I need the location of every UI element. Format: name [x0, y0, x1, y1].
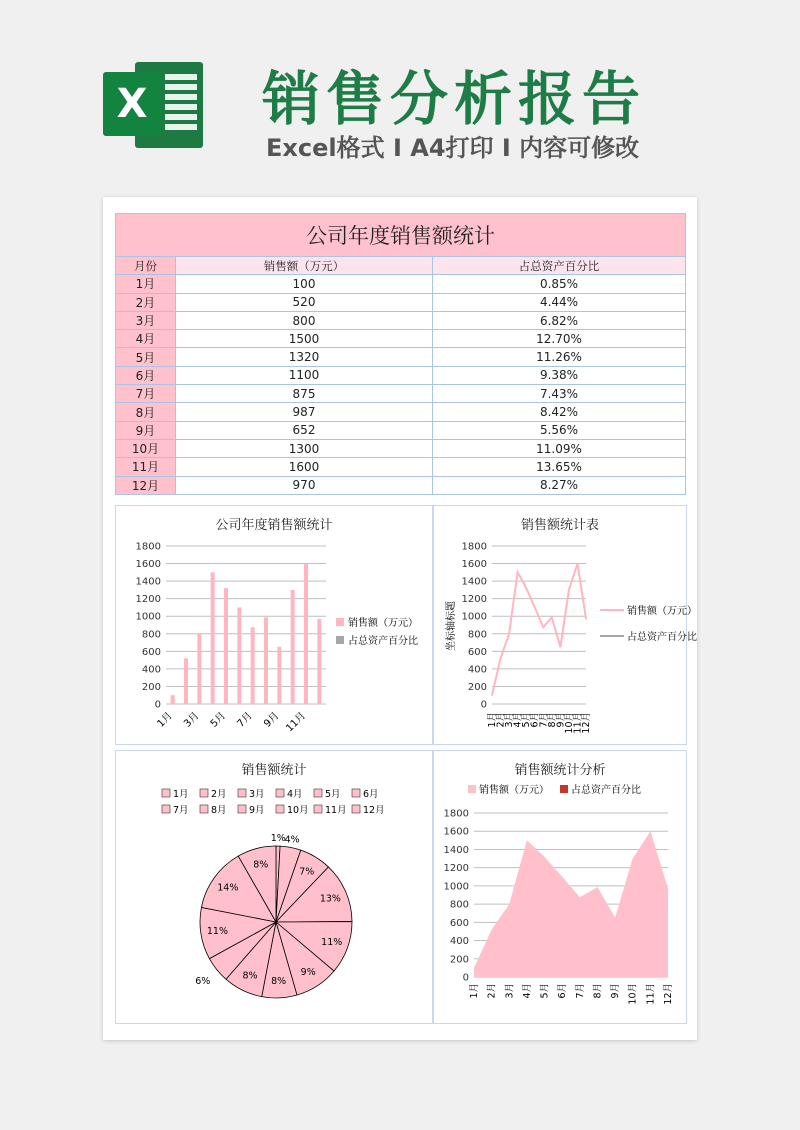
point-7月 [542, 626, 544, 628]
pie-data-label: 8% [242, 970, 258, 982]
x-tick-label: 1月 [469, 983, 480, 999]
legend-swatch [352, 805, 360, 813]
pie-data-label: 8% [271, 976, 287, 988]
table-row [116, 293, 686, 311]
line-chart-title: 销售额统计表 [520, 518, 599, 533]
cell-sales: 1500 [176, 330, 433, 348]
cell-month: 10月 [116, 439, 176, 457]
cell-percent: 0.85% [433, 275, 686, 293]
bar-3月 [197, 634, 201, 704]
cell-sales: 970 [176, 476, 433, 494]
cell-sales: 987 [176, 403, 433, 421]
y-tick-label: 800 [141, 629, 161, 641]
pie-data-label: 6% [195, 975, 211, 987]
table-row [116, 385, 686, 403]
y-tick-label: 1600 [461, 559, 487, 571]
pie-data-label: 11% [321, 937, 343, 949]
x-tick-label: 8月 [546, 712, 558, 728]
excel-logo-letter: X [103, 72, 161, 136]
cell-percent: 5.56% [433, 421, 686, 439]
legend-label: 销售额（万元） [348, 618, 418, 629]
legend-swatch [238, 805, 246, 813]
cell-percent: 9.38% [433, 366, 686, 384]
sales-table [115, 213, 686, 495]
x-tick-label: 11月 [645, 983, 657, 1005]
cell-month: 6月 [116, 366, 176, 384]
bar-6月 [237, 607, 241, 704]
table-row [116, 421, 686, 439]
cell-month: 5月 [116, 348, 176, 366]
x-tick-label: 8月 [592, 983, 604, 999]
y-tick-label: 600 [141, 646, 161, 658]
cell-month: 11月 [116, 458, 176, 476]
legend-label: 10月 [287, 805, 309, 816]
cell-sales: 100 [176, 275, 433, 293]
document-sheet [103, 197, 697, 1040]
cell-month: 12月 [116, 476, 176, 494]
point-1月 [491, 694, 493, 696]
legend-label: 7月 [173, 805, 189, 816]
point-9月 [560, 646, 562, 648]
y-tick-label: 0 [480, 699, 487, 711]
bar-7月 [251, 627, 255, 704]
x-tick-label: 7月 [574, 983, 586, 999]
table-row [116, 275, 686, 293]
x-tick-label: 9月 [610, 983, 622, 999]
legend-swatch [200, 805, 208, 813]
y-tick-label: 0 [462, 972, 469, 984]
table-row [116, 403, 686, 421]
point-12月 [585, 618, 587, 620]
cell-month: 7月 [116, 385, 176, 403]
cell-percent: 12.70% [433, 330, 686, 348]
pie-data-label: 7% [299, 866, 315, 878]
pie-data-label: 9% [300, 966, 316, 978]
cell-month: 3月 [116, 311, 176, 329]
x-tick-label: 4月 [512, 712, 524, 728]
legend-label: 销售额（万元） [479, 785, 549, 796]
x-tick-label: 10月 [627, 983, 639, 1005]
table-row [116, 439, 686, 457]
point-5月 [525, 587, 527, 589]
legend-swatch [352, 789, 360, 797]
point-3月 [508, 633, 510, 635]
legend-label: 9月 [249, 805, 265, 816]
bar-chart-title: 公司年度销售额统计 [215, 518, 333, 533]
bar-11月 [304, 564, 308, 704]
table-row [116, 476, 686, 494]
pie-data-label: 1% [270, 833, 286, 845]
y-tick-label: 1800 [443, 808, 469, 820]
x-tick-label: 5月 [208, 710, 229, 730]
x-tick-label: 6月 [557, 983, 569, 999]
table-row [116, 366, 686, 384]
bar-9月 [277, 647, 281, 704]
y-tick-label: 200 [141, 681, 161, 693]
legend-label: 12月 [363, 805, 385, 816]
y-tick-label: 0 [154, 699, 161, 711]
bar-2月 [184, 658, 188, 704]
cell-percent: 8.27% [433, 476, 686, 494]
y-tick-label: 200 [449, 954, 469, 966]
point-6月 [534, 607, 536, 609]
table-row [116, 348, 686, 366]
cell-percent: 4.44% [433, 293, 686, 311]
cell-percent: 6.82% [433, 311, 686, 329]
cell-percent: 13.65% [433, 458, 686, 476]
page-header [0, 0, 800, 190]
y-tick-label: 1000 [135, 611, 161, 623]
area-chart [434, 751, 686, 1023]
pie-data-label: 11% [206, 926, 228, 938]
legend-swatch [276, 805, 284, 813]
excel-logo-icon [103, 60, 203, 152]
cell-month: 4月 [116, 330, 176, 348]
cell-month: 8月 [116, 403, 176, 421]
x-tick-label: 5月 [521, 712, 533, 728]
point-2月 [500, 658, 502, 660]
pie-chart-panel [115, 750, 433, 1024]
pie-data-label: 13% [319, 893, 341, 905]
x-tick-label: 9月 [555, 712, 567, 728]
point-4月 [517, 572, 519, 574]
legend-label: 6月 [363, 789, 379, 800]
legend-label: 2月 [211, 789, 227, 800]
column-header-percent: 占总资产百分比 [433, 257, 686, 275]
y-tick-label: 1000 [461, 611, 487, 623]
cell-month: 9月 [116, 421, 176, 439]
pie-data-label: 8% [253, 859, 269, 871]
point-10月 [568, 589, 570, 591]
x-tick-label: 12月 [581, 712, 592, 734]
legend-swatch [162, 805, 170, 813]
cell-percent: 11.09% [433, 439, 686, 457]
area-chart-panel [433, 750, 687, 1024]
y-tick-label: 600 [449, 917, 469, 929]
area-chart-title: 销售额统计分析 [514, 763, 606, 778]
legend-swatch [238, 789, 246, 797]
cell-percent: 11.26% [433, 348, 686, 366]
legend-label: 4月 [287, 789, 303, 800]
cell-month: 1月 [116, 275, 176, 293]
bar-8月 [264, 617, 268, 704]
line-chart-panel [433, 505, 697, 745]
y-tick-label: 1000 [443, 881, 469, 893]
pie-data-label: 4% [284, 834, 300, 846]
y-tick-label: 1800 [461, 541, 487, 553]
x-tick-label: 9月 [262, 710, 282, 730]
cell-month: 2月 [116, 293, 176, 311]
y-tick-label: 600 [467, 646, 487, 658]
x-tick-label: 11月 [572, 712, 584, 734]
y-tick-label: 200 [467, 681, 487, 693]
legend-label: 8月 [211, 805, 227, 816]
legend-label: 1月 [173, 789, 189, 800]
x-tick-label: 5月 [539, 983, 551, 999]
x-tick-label: 2月 [495, 712, 507, 728]
cell-sales: 652 [176, 421, 433, 439]
x-tick-label: 3月 [504, 712, 516, 728]
table-caption: 公司年度销售额统计 [116, 214, 686, 257]
table-row [116, 311, 686, 329]
x-tick-label: 7月 [538, 712, 550, 728]
y-tick-label: 1200 [461, 594, 487, 606]
x-tick-label: 2月 [486, 983, 498, 999]
legend-swatch [336, 636, 344, 644]
cell-percent: 8.42% [433, 403, 686, 421]
legend-label: 3月 [249, 789, 265, 800]
page-subtitle: Excel格式 I A4打印 I 内容可修改 [266, 134, 640, 162]
cell-sales: 1600 [176, 458, 433, 476]
cell-sales: 875 [176, 385, 433, 403]
bar-chart [116, 506, 432, 744]
y-tick-label: 400 [141, 664, 161, 676]
point-11月 [577, 563, 579, 565]
y-tick-label: 1600 [135, 559, 161, 571]
x-tick-label: 4月 [521, 983, 533, 999]
table-row [116, 458, 686, 476]
bar-10月 [291, 590, 295, 704]
bar-12月 [317, 619, 321, 704]
x-tick-label: 12月 [663, 983, 674, 1005]
y-tick-label: 400 [467, 664, 487, 676]
bar-chart-panel [115, 505, 433, 745]
legend-label: 5月 [325, 789, 341, 800]
y-tick-label: 1800 [135, 541, 161, 553]
x-tick-label: 7月 [235, 710, 255, 730]
legend-label: 占总资产百分比 [627, 632, 697, 643]
bar-5月 [224, 588, 228, 704]
y-tick-label: 1400 [461, 576, 487, 588]
legend-swatch [162, 789, 170, 797]
bar-1月 [171, 695, 175, 704]
legend-label: 占总资产百分比 [348, 636, 418, 647]
legend-swatch [314, 805, 322, 813]
x-tick-label: 3月 [504, 983, 516, 999]
line-chart [434, 506, 697, 744]
legend-swatch [468, 785, 476, 793]
y-tick-label: 1400 [135, 576, 161, 588]
legend-swatch [276, 789, 284, 797]
x-tick-label: 11月 [284, 710, 309, 735]
y-tick-label: 800 [449, 899, 469, 911]
page-title: 销售分析报告 [262, 65, 647, 133]
cell-sales: 520 [176, 293, 433, 311]
column-header-month: 月份 [116, 257, 176, 275]
line-series-sales [492, 564, 586, 696]
cell-sales: 800 [176, 311, 433, 329]
y-tick-label: 1200 [135, 594, 161, 606]
y-axis-title: 坐标轴标题 [446, 601, 457, 651]
legend-label: 占总资产百分比 [571, 785, 641, 796]
cell-sales: 1320 [176, 348, 433, 366]
column-header-sales: 销售额（万元） [176, 257, 433, 275]
bar-4月 [211, 572, 215, 704]
legend-label: 11月 [325, 805, 347, 816]
pie-data-label: 14% [217, 882, 239, 894]
point-8月 [551, 617, 553, 619]
x-tick-label: 1月 [487, 712, 498, 728]
x-tick-label: 6月 [529, 712, 541, 728]
cell-sales: 1300 [176, 439, 433, 457]
y-tick-label: 1400 [443, 844, 469, 856]
y-tick-label: 800 [467, 629, 487, 641]
legend-swatch [560, 785, 568, 793]
legend-label: 销售额（万元） [627, 606, 697, 617]
pie-chart-title: 销售额统计 [241, 763, 307, 778]
x-tick-label: 1月 [155, 710, 175, 730]
table-row [116, 330, 686, 348]
x-tick-label: 10月 [563, 712, 575, 734]
legend-swatch [200, 789, 208, 797]
legend-swatch [314, 789, 322, 797]
pie-chart [116, 751, 432, 1023]
legend-swatch [336, 618, 344, 626]
x-tick-label: 3月 [182, 710, 202, 730]
y-tick-label: 1200 [443, 863, 469, 875]
cell-percent: 7.43% [433, 385, 686, 403]
y-tick-label: 400 [449, 936, 469, 948]
y-tick-label: 1600 [443, 826, 469, 838]
cell-sales: 1100 [176, 366, 433, 384]
